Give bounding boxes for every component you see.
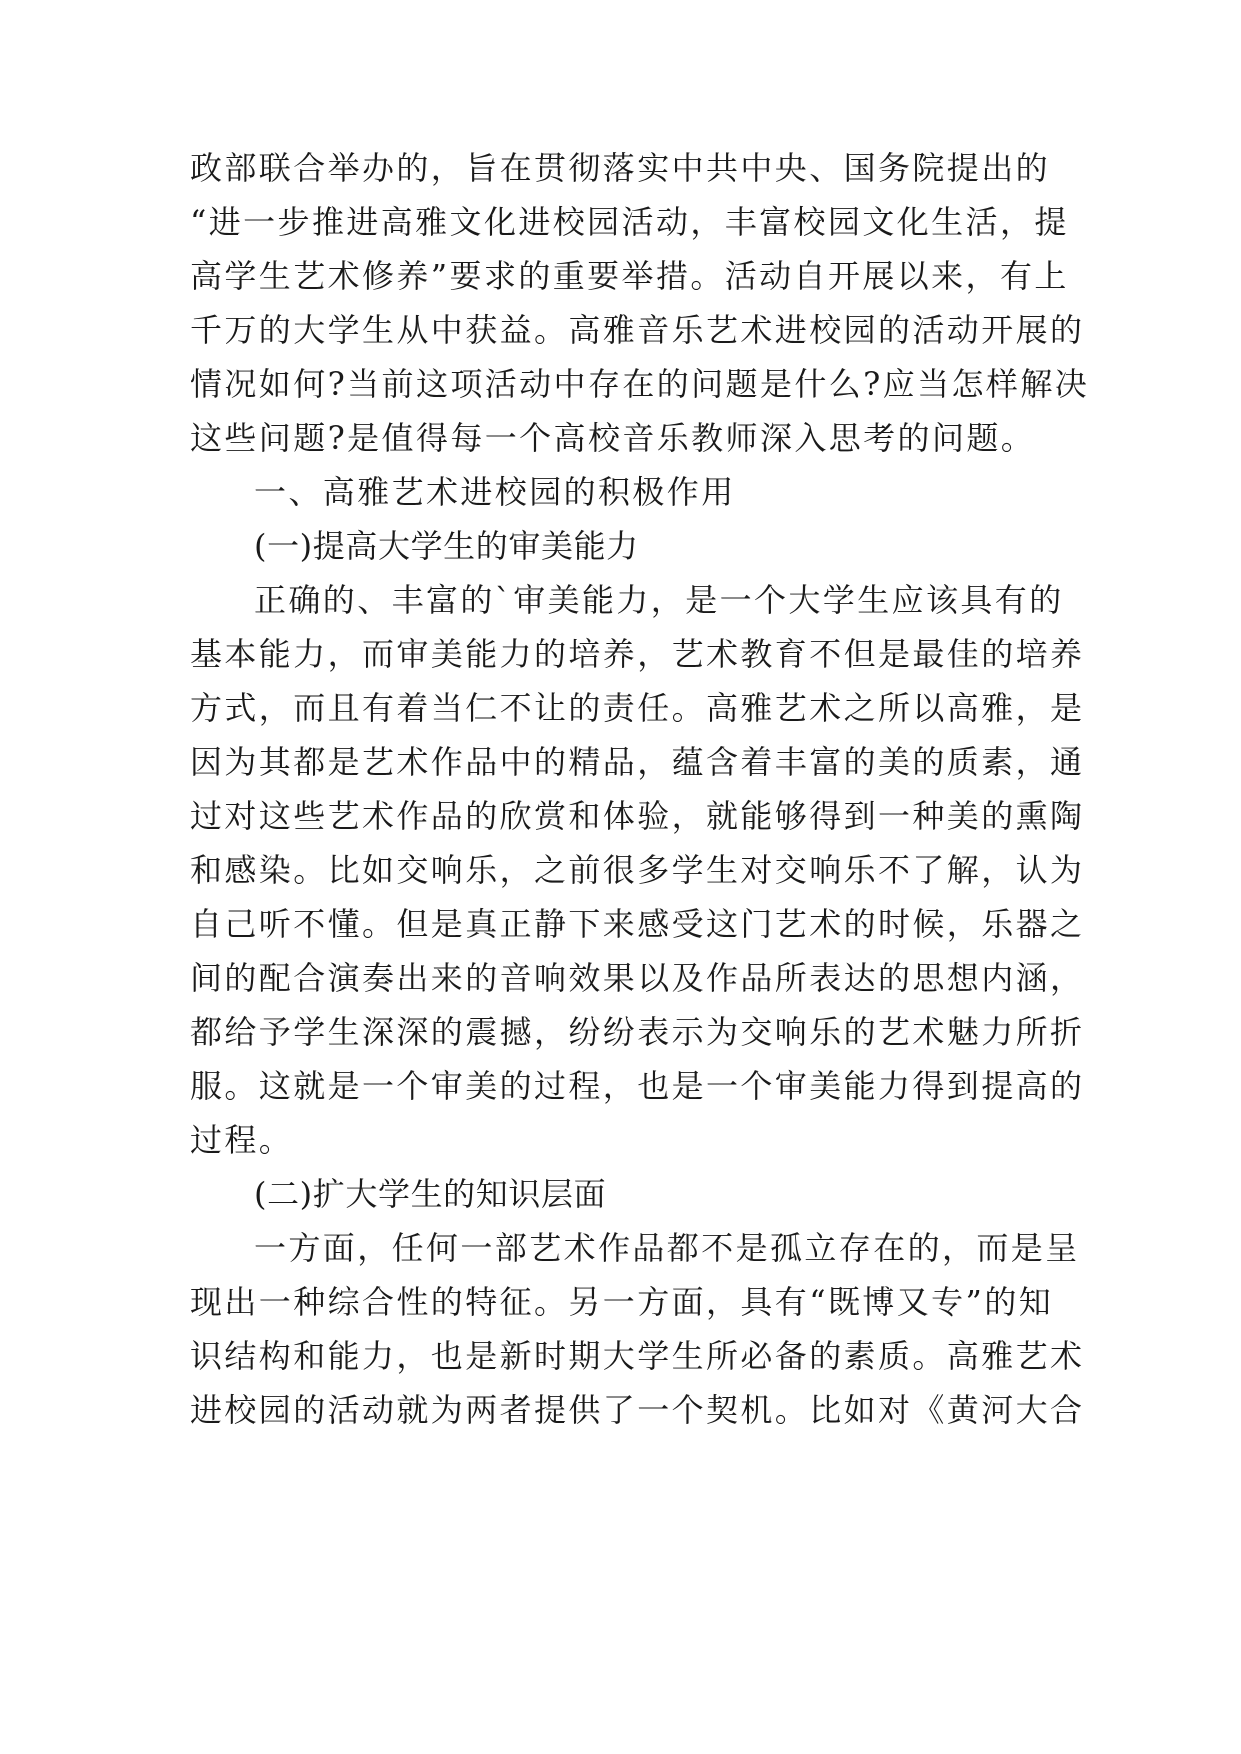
body-text-line: 基本能力，而审美能力的培养，艺术教育不但是最佳的培养 [190, 635, 1085, 673]
body-text-line: 方式，而且有着当仁不让的责任。高雅艺术之所以高雅，是 [190, 689, 1085, 727]
body-text-line: 正确的、丰富的`审美能力，是一个大学生应该具有的 [254, 581, 1064, 619]
body-text-line: 识结构和能力，也是新时期大学生所必备的素质。高雅艺术 [190, 1337, 1085, 1375]
body-text-line: 一方面，任何一部艺术作品都不是孤立存在的，而是呈 [254, 1229, 1080, 1267]
body-text-line: 过程。 [190, 1121, 294, 1159]
body-text-line: 政部联合举办的，旨在贯彻落实中共中央、国务院提出的 [190, 149, 1051, 187]
body-text-line: “进一步推进高雅文化进校园活动，丰富校园文化生活，提 [190, 203, 1069, 241]
subsection-heading: (二)扩大学生的知识层面 [254, 1175, 607, 1213]
body-text-line: 现出一种综合性的特征。另一方面，具有“既博又专”的知 [190, 1283, 1054, 1321]
body-text-line: 情况如何?当前这项活动中存在的问题是什么?应当怎样解决 [190, 365, 1090, 403]
subsection-heading: (一)提高大学生的审美能力 [254, 527, 639, 565]
body-text-line: 这些问题?是值得每一个高校音乐教师深入思考的问题。 [190, 419, 1036, 457]
body-text-line: 间的配合演奏出来的音响效果以及作品所表达的思想内涵， [190, 959, 1085, 997]
body-text-line: 和感染。比如交响乐，之前很多学生对交响乐不了解，认为 [190, 851, 1085, 889]
body-text-line: 高学生艺术修养”要求的重要举措。活动自开展以来，有上 [190, 257, 1069, 295]
body-text-line: 服。这就是一个审美的过程，也是一个审美能力得到提高的 [190, 1067, 1085, 1105]
body-text-line: 都给予学生深深的震撼，纷纷表示为交响乐的艺术魅力所折 [190, 1013, 1085, 1051]
body-text-line: 自己听不懂。但是真正静下来感受这门艺术的时候，乐器之 [190, 905, 1085, 943]
section-heading: 一、高雅艺术进校园的积极作用 [254, 473, 736, 511]
body-text-line: 因为其都是艺术作品中的精品，蕴含着丰富的美的质素，通 [190, 743, 1085, 781]
body-text-line: 进校园的活动就为两者提供了一个契机。比如对《黄河大合 [190, 1391, 1085, 1429]
body-text-line: 过对这些艺术作品的欣赏和体验，就能够得到一种美的熏陶 [190, 797, 1085, 835]
body-text-line: 千万的大学生从中获益。高雅音乐艺术进校园的活动开展的 [190, 311, 1085, 349]
